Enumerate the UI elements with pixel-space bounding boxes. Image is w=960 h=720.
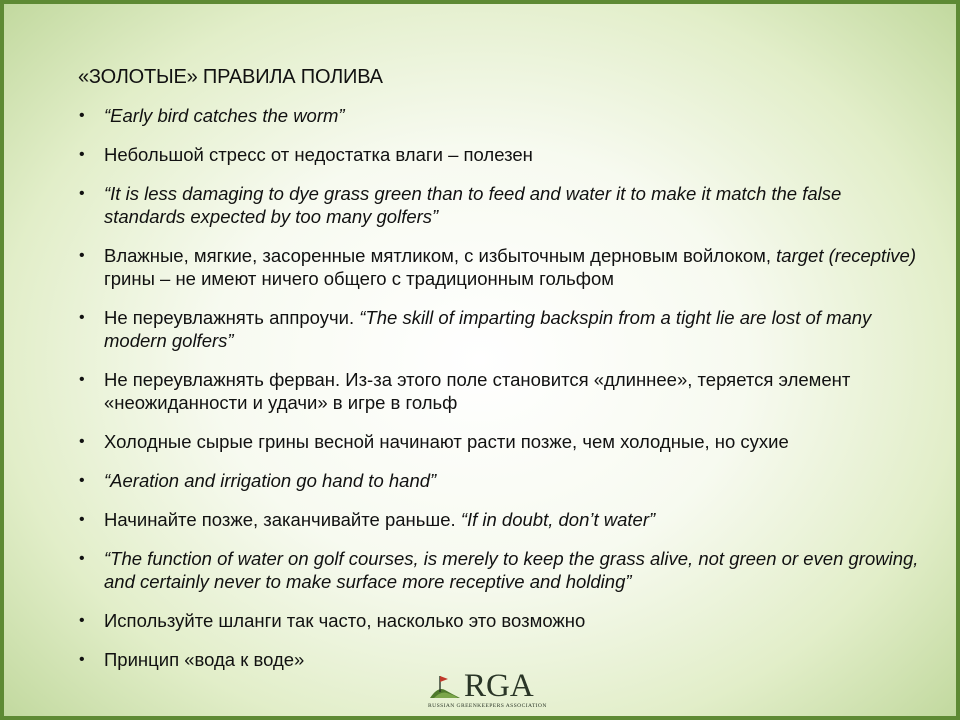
bullet-text: Не переувлажнять ферван. Из-за этого поле становится «длиннее», теряется элемент «неожиданности и удачи» в игре в гольф	[104, 369, 851, 413]
bullet-marker: •	[79, 309, 85, 326]
logo-subtitle: RUSSIAN GREENKEEPERS ASSOCIATION	[428, 703, 547, 709]
bullet-text: Холодные сырые грины весной начинают расти позже, чем холодные, но сухие	[104, 431, 789, 452]
bullet-marker: •	[79, 651, 85, 668]
bullet-text: “Early bird catches the worm”	[104, 105, 345, 126]
bullet-item	[76, 306, 926, 352]
bullet-text: Небольшой стресс от недостатка влаги – полезен	[104, 144, 533, 165]
bullet-list	[76, 104, 926, 687]
bullet-marker: •	[79, 550, 85, 567]
bullet-marker: •	[79, 433, 85, 450]
bullet-item	[76, 469, 926, 492]
bullet-marker: •	[79, 371, 85, 388]
bullet-item	[76, 609, 926, 632]
bullet-text: Не переувлажнять аппроучи.	[104, 307, 360, 328]
bullet-marker: •	[79, 247, 85, 264]
logo-text: RGA	[464, 668, 534, 704]
bullet-marker: •	[79, 472, 85, 489]
bullet-text: target (receptive)	[776, 245, 917, 266]
bullet-marker: •	[79, 612, 85, 629]
bullet-text: Начинайте позже, заканчивайте раньше.	[104, 509, 461, 530]
bullet-item	[76, 182, 926, 228]
bullet-text: Влажные, мягкие, засоренные мятликом, с избыточным дерновым войлоком,	[104, 245, 777, 266]
rga-logo	[424, 668, 547, 712]
bullet-text: грины – не имеют ничего общего с традиционным гольфом	[104, 268, 614, 289]
bullet-marker: •	[79, 146, 85, 163]
bullet-text: “The function of water on golf courses, is merely to keep the grass alive, not green or even growing, and certainly never to make surface more receptive and holding”	[104, 548, 919, 592]
bullet-text: “If in doubt, don’t water”	[460, 509, 656, 530]
bullet-text: “It is less damaging to dye grass green than to feed and water it to make it match the false standards expected by too many golfers”	[104, 183, 842, 227]
bullet-item	[76, 143, 926, 166]
slide-title: «ЗОЛОТЫЕ» ПРАВИЛА ПОЛИВА	[78, 66, 383, 88]
golf-flag-icon	[428, 672, 462, 700]
bullet-item	[76, 547, 926, 593]
bullet-marker: •	[79, 511, 85, 528]
bullet-item	[76, 508, 926, 531]
bullet-text: Принцип «вода к воде»	[104, 649, 305, 670]
bullet-marker: •	[79, 107, 85, 124]
bullet-text: Используйте шланги так часто, насколько это возможно	[104, 610, 586, 631]
bullet-item	[76, 430, 926, 453]
bullet-marker: •	[79, 185, 85, 202]
bullet-item	[76, 368, 926, 414]
bullet-text: “Aeration and irrigation go hand to hand”	[104, 470, 437, 491]
bullet-item	[76, 104, 926, 127]
bullet-item	[76, 244, 926, 290]
bullet-text: “The skill of imparting backspin from a tight lie are lost of many modern golfers”	[104, 307, 872, 351]
